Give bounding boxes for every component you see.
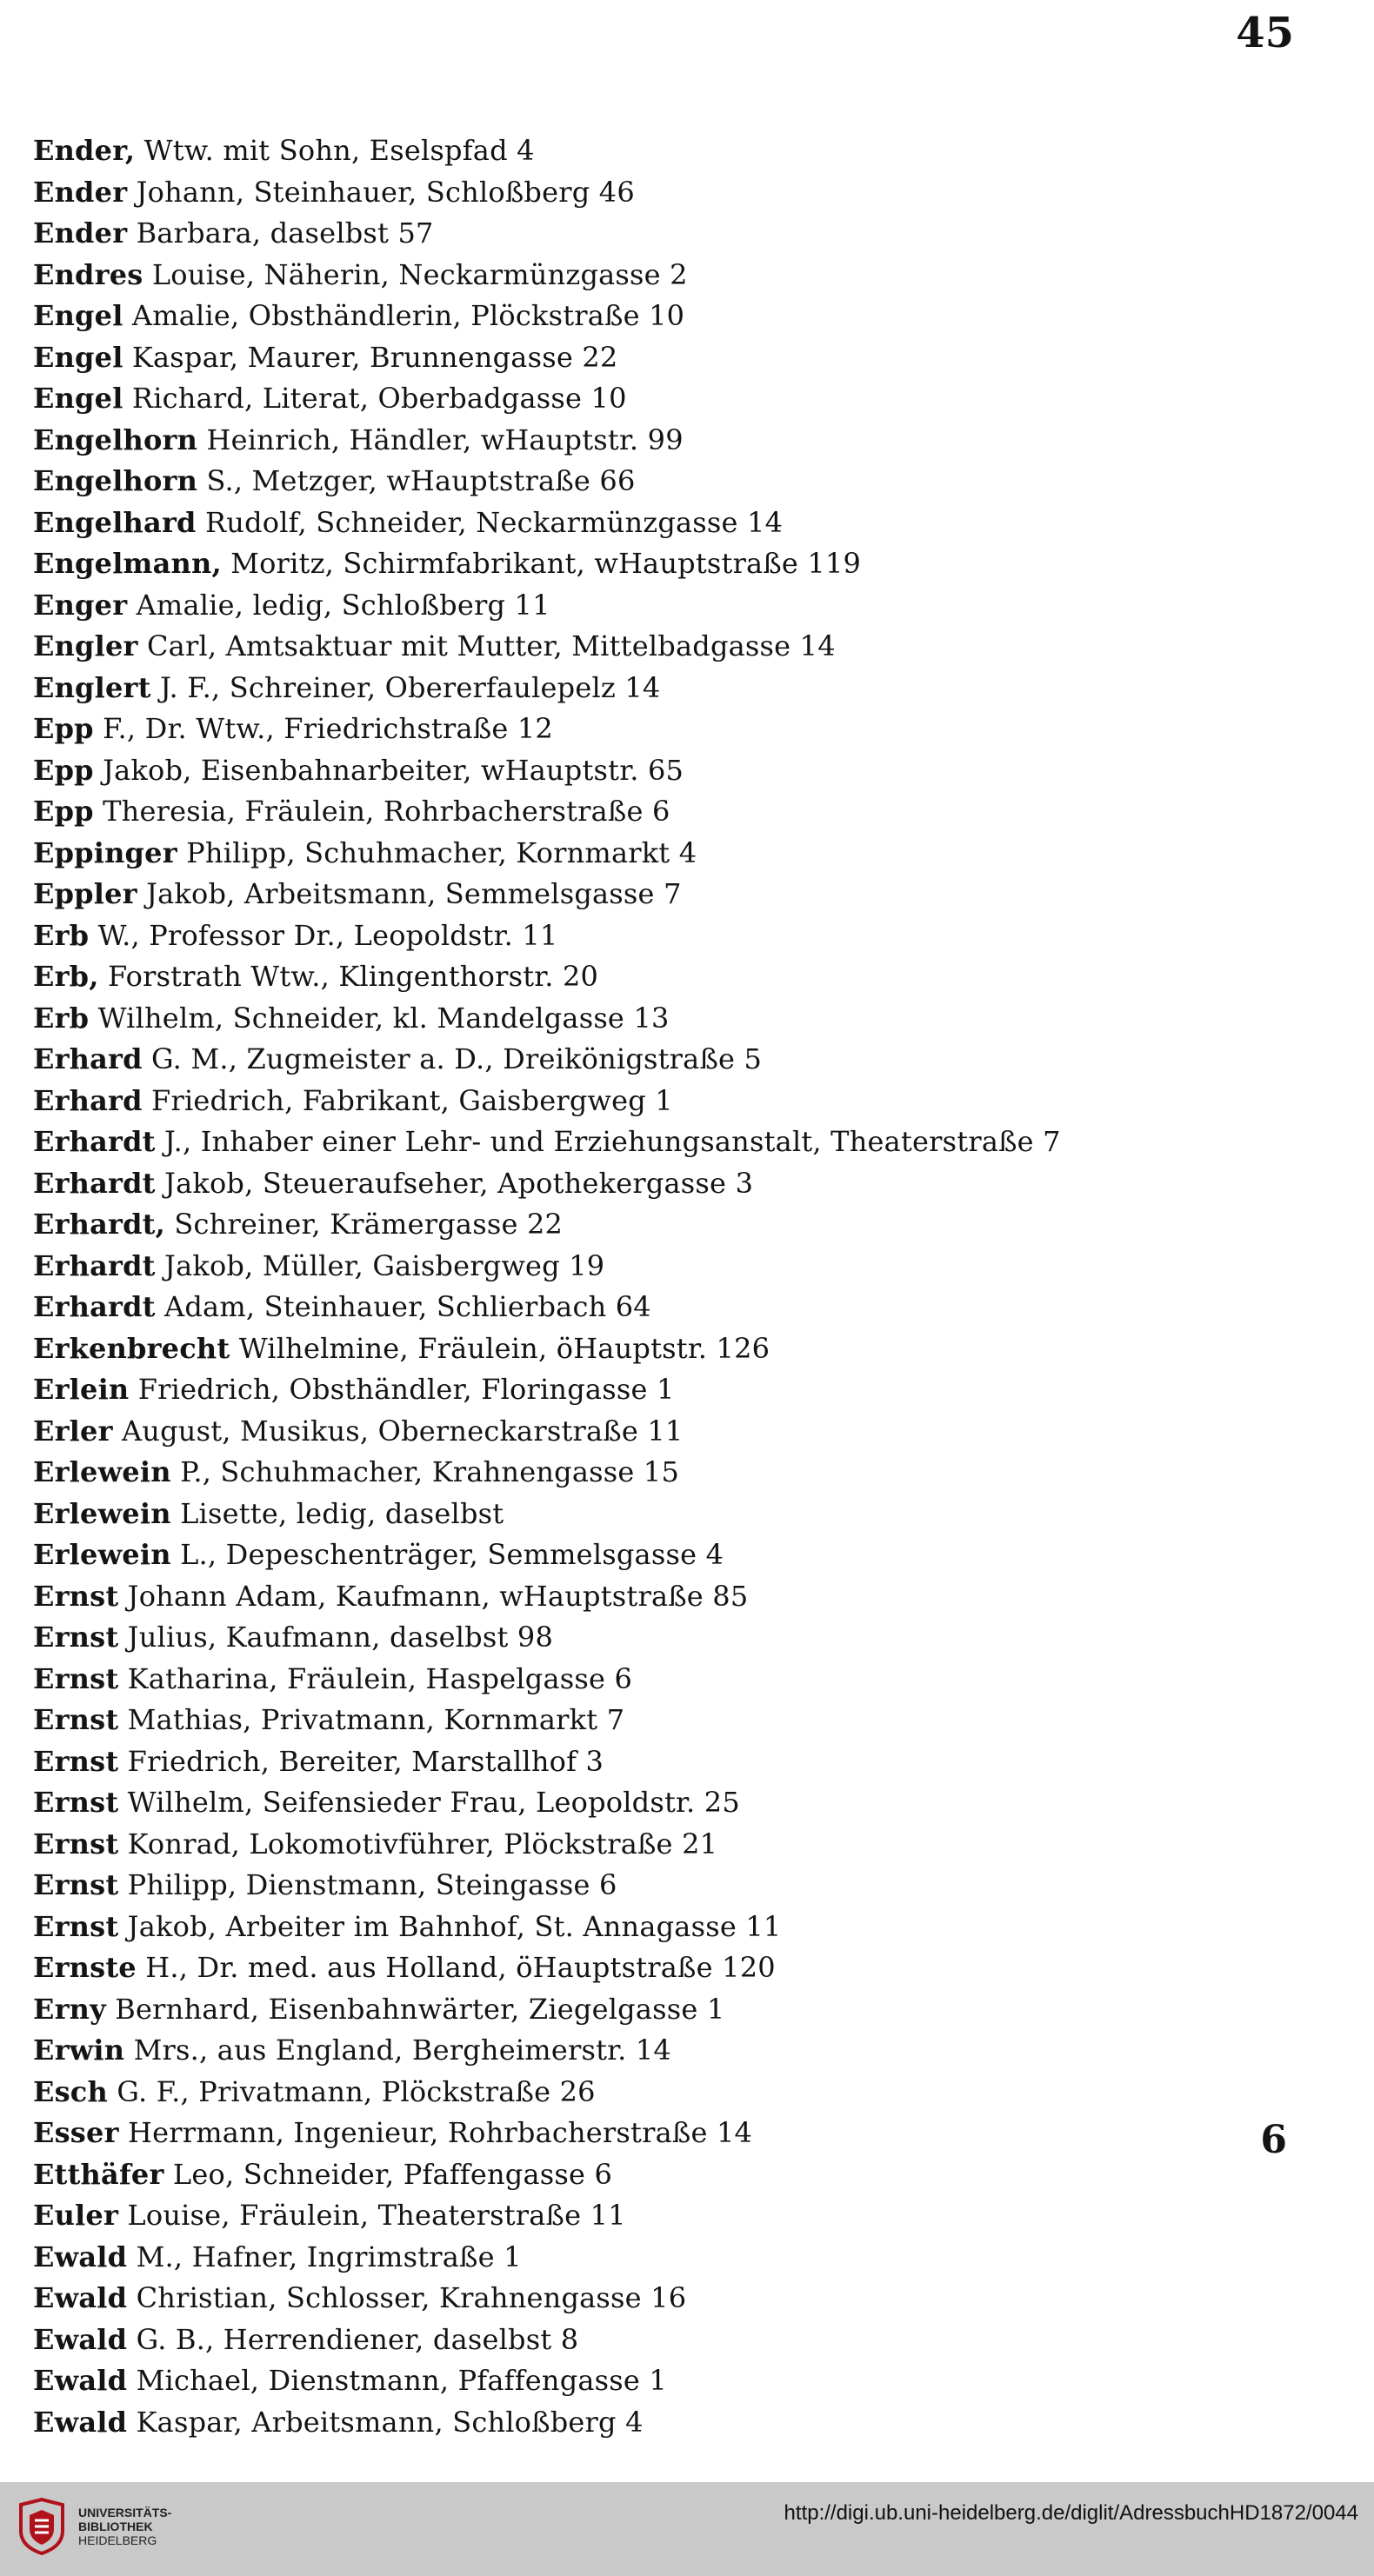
directory-entry (33, 1617, 1303, 1659)
entry-details: G. F., Privatmann, Plöckstraße 26 (107, 2074, 596, 2108)
directory-entry (33, 1246, 1303, 1288)
library-seal-icon (16, 2498, 68, 2555)
page-number: 45 (1236, 9, 1294, 57)
entry-surname: Erb, (33, 960, 99, 993)
directory-entry (33, 1411, 1303, 1453)
entry-surname: Euler (33, 2199, 119, 2232)
entry-details: Amalie, Obsthändlerin, Plöckstraße 10 (123, 299, 685, 332)
entry-details: August, Musikus, Oberneckarstraße 11 (112, 1414, 684, 1448)
entry-surname: Erhard (33, 1042, 143, 1075)
entry-surname: Engelhard (33, 505, 197, 539)
directory-entry (33, 213, 1303, 255)
directory-entry (33, 2030, 1303, 2072)
entry-details: Leo, Schneider, Pfaffengasse 6 (163, 2157, 613, 2191)
entry-surname: Erhard (33, 1083, 143, 1117)
entry-surname: Engelhorn (33, 423, 198, 456)
directory-entry (33, 1907, 1303, 1948)
entry-surname: Ewald (33, 2364, 128, 2397)
entry-details: Mrs., aus England, Bergheimerstr. 14 (124, 2034, 671, 2067)
footer-bar (0, 2482, 1374, 2576)
entry-details: Carl, Amtsaktuar mit Mutter, Mittelbadgasse 14 (137, 629, 836, 662)
entry-surname: Ernste (33, 1951, 137, 1984)
entry-details: Bernhard, Eisenbahnwärter, Ziegelgasse 1 (105, 1992, 725, 2026)
entry-details: Herrmann, Ingenieur, Rohrbacherstraße 14 (118, 2116, 753, 2149)
entry-surname: Erhardt (33, 1125, 156, 1158)
directory-entry (33, 1287, 1303, 1328)
directory-entry (33, 1039, 1303, 1081)
entry-details: Friedrich, Bereiter, Marstallhof 3 (118, 1744, 604, 1778)
directory-entry (33, 1782, 1303, 1824)
entry-surname: Ernst (33, 1621, 119, 1654)
directory-entry (33, 130, 1303, 172)
directory-entry (33, 1824, 1303, 1866)
entry-surname: Ernst (33, 1661, 119, 1695)
directory-entry (33, 255, 1303, 296)
entry-surname: Esch (33, 2074, 108, 2108)
entry-details: Rudolf, Schneider, Neckarmünzgasse 14 (196, 505, 784, 539)
entry-surname: Enger (33, 588, 128, 622)
entry-details: Michael, Dienstmann, Pfaffengasse 1 (127, 2364, 667, 2397)
entry-surname: Ewald (33, 2281, 128, 2314)
entry-surname: Epp (33, 753, 94, 787)
entry-details: S., Metzger, wHauptstraße 66 (197, 464, 636, 497)
entry-surname: Ender (33, 175, 128, 209)
entry-details: J., Inhaber einer Lehr- und Erziehungsanstalt, Theaterstraße 7 (155, 1125, 1061, 1158)
entry-details: Friedrich, Obsthändler, Floringasse 1 (129, 1373, 675, 1406)
entry-details: Katharina, Fräulein, Haspelgasse 6 (118, 1661, 633, 1695)
entry-surname: Erlewein (33, 1455, 171, 1488)
entry-surname: Engelmann, (33, 547, 222, 580)
entry-surname: Eppler (33, 877, 137, 910)
directory-entry (33, 1369, 1303, 1411)
entry-surname: Erlewein (33, 1496, 171, 1530)
entry-surname: Erwin (33, 2034, 125, 2067)
entry-surname: Engler (33, 629, 138, 662)
directory-entry (33, 2237, 1303, 2279)
entry-surname: Epp (33, 795, 94, 828)
entry-details: Konrad, Lokomotivführer, Plöckstraße 21 (118, 1827, 718, 1860)
library-logo[interactable] (16, 2498, 171, 2555)
entry-surname: Erler (33, 1414, 113, 1448)
entry-details: F., Dr. Wtw., Friedrichstraße 12 (93, 712, 553, 745)
entry-details: P., Schuhmacher, Krahnengasse 15 (170, 1455, 680, 1488)
directory-entry (33, 2360, 1303, 2402)
directory-entry (33, 1700, 1303, 1741)
directory-entry (33, 956, 1303, 998)
entry-details: Amalie, ledig, Schloßberg 11 (127, 588, 550, 622)
entry-surname: Esser (33, 2116, 119, 2149)
entry-surname: Engel (33, 299, 123, 332)
entry-details: M., Hafner, Ingrimstraße 1 (127, 2240, 522, 2273)
entry-details: Heinrich, Händler, wHauptstr. 99 (197, 423, 684, 456)
directory-entry (33, 1947, 1303, 1989)
entry-surname: Erhardt (33, 1166, 156, 1200)
entry-details: Lisette, ledig, daselbst (170, 1496, 504, 1530)
entry-details: Johann Adam, Kaufmann, wHauptstraße 85 (118, 1579, 749, 1613)
entry-details: Jakob, Arbeitsmann, Semmelsgasse 7 (137, 877, 682, 910)
entry-details: Richard, Literat, Oberbadgasse 10 (123, 382, 627, 415)
entry-details: Wtw. mit Sohn, Eselspfad 4 (135, 134, 535, 167)
directory-entry (33, 2195, 1303, 2237)
directory-entry (33, 378, 1303, 420)
directory-entry (33, 1534, 1303, 1576)
directory-entry (33, 172, 1303, 214)
entry-details: Wilhelm, Seifensieder Frau, Leopoldstr. 25 (118, 1786, 740, 1819)
entry-surname: Ernst (33, 1579, 119, 1613)
entry-details: Barbara, daselbst 57 (127, 216, 434, 250)
entry-surname: Erlewein (33, 1538, 171, 1571)
logo-line-3: HEIDELBERG (78, 2533, 157, 2547)
entry-details: Theresia, Fräulein, Rohrbacherstraße 6 (93, 795, 670, 828)
directory-entry (33, 461, 1303, 503)
entry-surname: Etthäfer (33, 2157, 164, 2191)
directory-entry (33, 1741, 1303, 1783)
entry-surname: Eppinger (33, 835, 177, 869)
logo-line-2: BIBLIOTHEK (78, 2519, 153, 2533)
directory-entries (33, 130, 1303, 2443)
entry-details: Jakob, Steueraufseher, Apothekergasse 3 (155, 1166, 754, 1200)
entry-details: W., Professor Dr., Leopoldstr. 11 (89, 918, 558, 952)
entry-details: Johann, Steinhauer, Schloßberg 46 (127, 175, 635, 209)
entry-surname: Endres (33, 257, 143, 291)
directory-entry (33, 2278, 1303, 2320)
entry-details: Kaspar, Maurer, Brunnengasse 22 (123, 340, 618, 374)
entry-details: G. M., Zugmeister a. D., Dreikönigstraße 5 (142, 1042, 763, 1075)
entry-details: Wilhelm, Schneider, kl. Mandelgasse 13 (89, 1001, 670, 1035)
directory-entry (33, 585, 1303, 627)
directory-entry (33, 750, 1303, 792)
entry-details: Kaspar, Arbeitsmann, Schloßberg 4 (127, 2405, 644, 2439)
entry-details: G. B., Herrendiener, daselbst 8 (127, 2322, 579, 2356)
entry-details: Jakob, Eisenbahnarbeiter, wHauptstr. 65 (93, 753, 684, 787)
entry-details: Schreiner, Krämergasse 22 (165, 1208, 564, 1241)
entry-surname: Ewald (33, 2322, 128, 2356)
sheet-signature-number: 6 (1260, 2118, 1287, 2162)
entry-surname: Ernst (33, 1786, 119, 1819)
entry-details: Adam, Steinhauer, Schlierbach 64 (155, 1290, 651, 1323)
entry-surname: Ender (33, 216, 128, 250)
entry-details: Christian, Schlosser, Krahnengasse 16 (127, 2281, 687, 2314)
entry-surname: Erkenbrecht (33, 1331, 230, 1365)
entry-details: L., Depeschenträger, Semmelsgasse 4 (170, 1538, 724, 1571)
entry-details: Forstrath Wtw., Klingenthorstr. 20 (98, 960, 599, 993)
entry-surname: Ernst (33, 1744, 119, 1778)
entry-details: Louise, Näherin, Neckarmünzgasse 2 (143, 257, 688, 291)
entry-surname: Ernst (33, 1868, 119, 1901)
entry-details: Philipp, Schuhmacher, Kornmarkt 4 (177, 835, 697, 869)
directory-entry (33, 2113, 1303, 2154)
directory-entry (33, 1452, 1303, 1494)
directory-entry (33, 1204, 1303, 1246)
directory-entry (33, 1494, 1303, 1535)
logo-line-1: UNIVERSITÄTS- (78, 2506, 172, 2519)
directory-entry (33, 833, 1303, 875)
entry-surname: Ender, (33, 134, 136, 167)
entry-surname: Engelhorn (33, 464, 198, 497)
entry-surname: Engel (33, 382, 123, 415)
directory-entry (33, 668, 1303, 709)
entry-details: Wilhelmine, Fräulein, öHauptstr. 126 (230, 1331, 770, 1365)
entry-surname: Ernst (33, 1909, 119, 1943)
entry-details: Friedrich, Fabrikant, Gaisbergweg 1 (142, 1083, 673, 1117)
entry-details: J. F., Schreiner, Obererfaulepelz 14 (150, 670, 661, 704)
directory-entry (33, 626, 1303, 668)
directory-entry (33, 709, 1303, 750)
entry-surname: Ewald (33, 2240, 128, 2273)
entry-details: Jakob, Arbeiter im Bahnhof, St. Annagasse 11 (118, 1909, 782, 1943)
directory-entry (33, 337, 1303, 379)
directory-entry (33, 915, 1303, 957)
entry-surname: Erb (33, 1001, 90, 1035)
entry-surname: Ewald (33, 2405, 128, 2439)
directory-entry (33, 420, 1303, 462)
entry-details: Louise, Fräulein, Theaterstraße 11 (118, 2199, 626, 2232)
entry-surname: Englert (33, 670, 151, 704)
entry-details: Philipp, Dienstmann, Steingasse 6 (118, 1868, 617, 1901)
entry-details: Mathias, Privatmann, Kornmarkt 7 (118, 1703, 625, 1736)
directory-entry (33, 543, 1303, 585)
directory-entry (33, 1989, 1303, 2031)
directory-entry (33, 791, 1303, 833)
entry-surname: Erb (33, 918, 90, 952)
directory-entry (33, 1328, 1303, 1370)
entry-surname: Erhardt (33, 1248, 156, 1282)
entry-details: Jakob, Müller, Gaisbergweg 19 (155, 1248, 605, 1282)
directory-entry (33, 503, 1303, 544)
entry-surname: Erhardt (33, 1290, 156, 1323)
directory-entry (33, 2072, 1303, 2113)
directory-entry (33, 1081, 1303, 1122)
entry-details: Moritz, Schirmfabrikant, wHauptstraße 119 (221, 547, 862, 580)
entry-surname: Erlein (33, 1373, 130, 1406)
entry-surname: Ernst (33, 1827, 119, 1860)
directory-entry (33, 2154, 1303, 2196)
directory-entry (33, 1865, 1303, 1907)
directory-entry (33, 998, 1303, 1040)
entry-details: H., Dr. med. aus Holland, öHauptstraße 120 (136, 1951, 776, 1984)
entry-surname: Ernst (33, 1703, 119, 1736)
directory-entry (33, 296, 1303, 337)
entry-surname: Engel (33, 340, 123, 374)
entry-surname: Erhardt, (33, 1208, 166, 1241)
source-url-link[interactable]: http://digi.ub.uni-heidelberg.de/diglit/AdressbuchHD1872/0044 (784, 2501, 1358, 2525)
entry-surname: Epp (33, 712, 94, 745)
directory-entry (33, 1163, 1303, 1205)
directory-entry (33, 2402, 1303, 2444)
entry-surname: Erny (33, 1992, 106, 2026)
directory-entry (33, 1659, 1303, 1701)
directory-entry (33, 1576, 1303, 1618)
directory-entry (33, 1122, 1303, 1163)
entry-details: Julius, Kaufmann, daselbst 98 (118, 1621, 553, 1654)
directory-entry (33, 874, 1303, 915)
directory-entry (33, 2320, 1303, 2361)
